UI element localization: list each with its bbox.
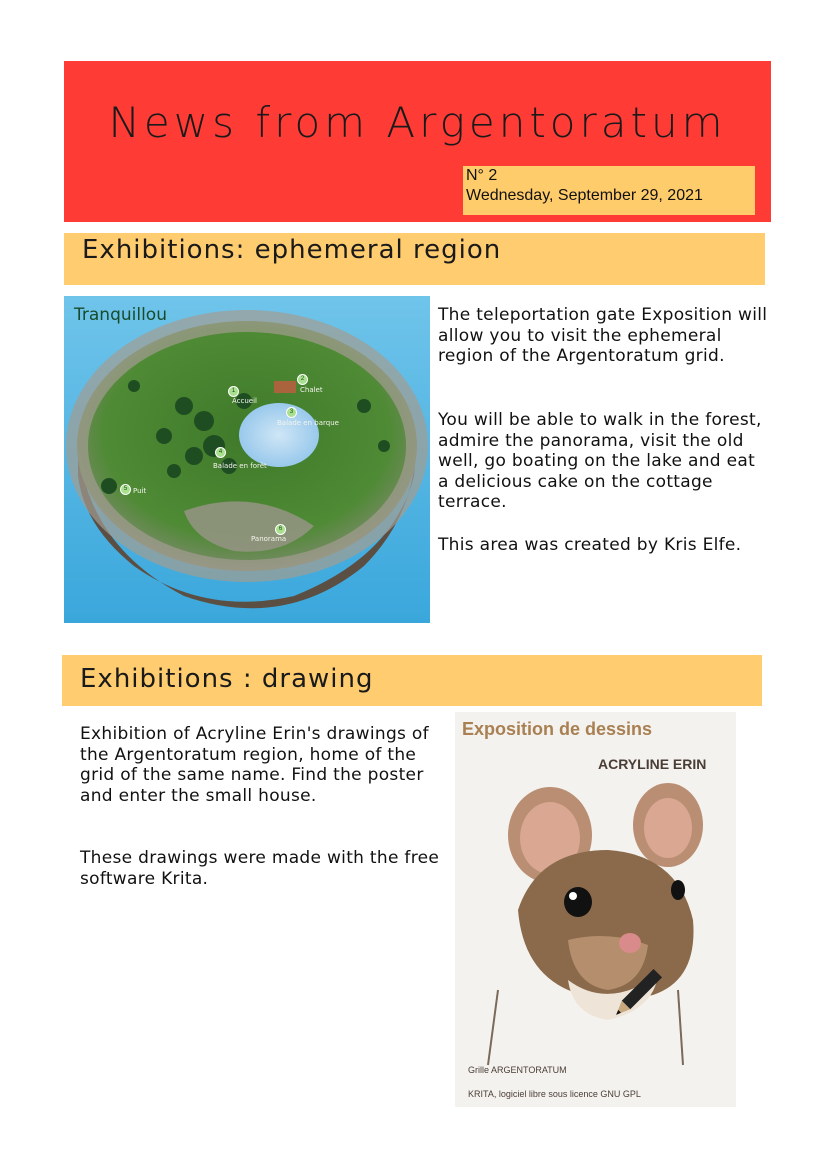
paragraph-krita: These drawings were made with the free software Krita. (80, 848, 440, 889)
map-pin-3: 3 (286, 407, 297, 418)
section-title-ephemeral-region: Exhibitions: ephemeral region (82, 235, 502, 265)
mouse-drawing-image (478, 780, 718, 1070)
map-label-panorama: Panorama (251, 535, 287, 543)
map-pin-4: 4 (215, 447, 226, 458)
map-label-chalet: Chalet (300, 386, 323, 394)
poster-heading: Exposition de dessins (462, 719, 653, 739)
paragraph-teleportation-gate: The teleportation gate Exposition will allow you to visit the ephemeral region of the Argentoratum grid. (438, 305, 768, 366)
map-label-accueil: Accueil (232, 397, 257, 405)
issue-number: N° 2 (466, 167, 498, 184)
newspaper-title: News from Argentoratum (108, 98, 727, 147)
poster-artist-name: ACRYLINE ERIN (598, 756, 707, 772)
paragraph-creator: This area was created by Kris Elfe. (438, 535, 742, 555)
island-map-image (64, 296, 430, 623)
paragraph-exhibition-description: Exhibition of Acryline Erin's drawings of the Argentoratum region, home of the grid of the same name. Find the poster and enter the small house. (80, 724, 429, 806)
poster-grid-name: Grille ARGENTORATUM (468, 1065, 567, 1075)
issue-date: Wednesday, September 29, 2021 (466, 187, 703, 204)
map-pin-5: 5 (120, 484, 131, 495)
map-title: Tranquillou (74, 305, 167, 325)
map-pin-2: 2 (297, 374, 308, 385)
map-label-balade-en-foret: Balade en forêt (213, 462, 267, 470)
section-title-drawing: Exhibitions : drawing (80, 664, 374, 694)
map-pin-1: 1 (228, 386, 239, 397)
map-label-puit: Puit (133, 487, 147, 495)
poster-license-note: KRITA, logiciel libre sous licence GNU GPL (468, 1089, 641, 1099)
map-pin-6: 6 (275, 524, 286, 535)
map-label-balade-en-barque: Balade en barque (277, 419, 339, 427)
paragraph-activities: You will be able to walk in the forest, admire the panorama, visit the old well, go boating on the lake and eat a delicious cake on the cottage terrace. (438, 410, 762, 512)
